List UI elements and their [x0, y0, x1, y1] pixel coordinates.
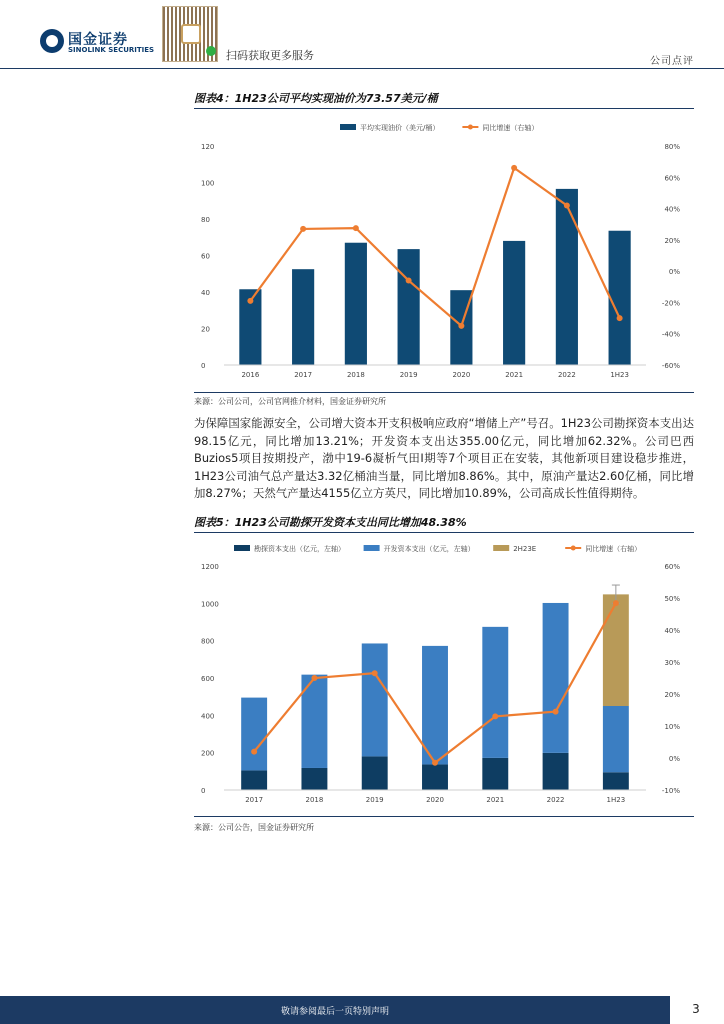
figure4-title: 图表4：1H23公司平均实现油价为73.57美元/桶 [194, 92, 438, 105]
fig5-bar-s0-1 [301, 768, 327, 790]
fig4-legend-label-1: 同比增速（右轴） [482, 124, 539, 132]
fig5-legend-label-3: 同比增速（右轴） [585, 545, 642, 553]
fig5-right-tick-5: 40% [664, 627, 680, 635]
fig4-left-tick-1: 20 [201, 325, 210, 334]
fig5-left-tick-2: 400 [201, 712, 215, 721]
fig5-category-label-2: 2019 [365, 796, 384, 804]
fig4-category-label-2: 2018 [346, 371, 365, 379]
fig5-line-point-2 [372, 670, 378, 676]
figure5-chart [194, 534, 694, 817]
fig4-bar-s0-6 [556, 189, 578, 365]
body-paragraph: 为保障国家能源安全，公司增大资本开支积极响应政府“增储上产”号召。1H23公司勘探资本支出达98.15亿元，同比增加13.21%；开发资本支出达355.00亿元，同比增加62.32%。公司巴西Buzios5项目按期投产，渤中19-6凝析气田I期等7个项目正在安装，其他新项目建设稳步推进，1H23公司油气总产量达3.32亿桶油当量，同比增加8.86%。其中，原油产量达2.60亿桶，同比增加8.27%；天然气产量达4155亿立方英尺，同比增加10.89%，公司高成长性值得期待。 [194, 416, 694, 501]
qr-center-logo-icon [181, 24, 201, 44]
fig4-category-label-0: 2016 [241, 371, 260, 379]
fig4-left-tick-6: 120 [201, 143, 215, 151]
fig5-line-point-6 [613, 600, 619, 606]
fig4-right-tick-7: 80% [664, 143, 680, 151]
fig4-legend-label-0: 平均实现油价（美元/桶） [360, 124, 440, 132]
fig5-category-label-6: 1H23 [606, 796, 626, 804]
fig5-left-tick-3: 600 [201, 675, 215, 683]
fig4-left-tick-0: 0 [201, 362, 206, 370]
fig4-left-tick-4: 80 [201, 216, 210, 224]
fig4-bar-s0-1 [292, 269, 314, 365]
fig5-bar-s1-3 [422, 646, 448, 765]
fig5-left-tick-1: 200 [201, 749, 215, 758]
fig4-left-tick-5: 100 [201, 179, 215, 188]
fig4-legend-marker-0 [340, 124, 356, 130]
fig5-bar-s0-2 [362, 756, 388, 790]
fig5-bar-s1-0 [241, 698, 267, 771]
fig5-bar-s1-2 [362, 643, 388, 756]
fig5-category-label-3: 2020 [426, 796, 444, 804]
fig5-line-point-4 [492, 713, 498, 719]
report-type-label: 公司点评 [650, 56, 694, 67]
page-header [0, 0, 724, 69]
fig4-left-tick-2: 40 [201, 289, 210, 297]
fig4-line-point-6 [564, 202, 570, 208]
fig4-right-tick-4: 20% [664, 236, 680, 245]
logo-english-name: SINOLINK SECURITIES [68, 46, 155, 54]
fig4-right-tick-6: 60% [664, 174, 680, 183]
fig5-category-label-5: 2022 [546, 796, 565, 804]
fig5-bar-s0-5 [543, 753, 569, 790]
fig5-bar-s1-4 [482, 627, 508, 758]
figure4-top-rule [194, 108, 694, 109]
fig4-category-label-4: 2020 [452, 371, 471, 379]
fig5-line-point-5 [553, 709, 559, 715]
fig5-legend-label-0: 勘探资本支出（亿元，左轴） [254, 545, 345, 553]
fig4-right-tick-3: 0% [668, 268, 680, 277]
wechat-icon [206, 46, 216, 56]
fig5-line-point-3 [432, 760, 438, 766]
fig4-bar-s0-2 [345, 243, 367, 365]
fig4-line-point-5 [511, 165, 517, 171]
fig5-bar-s0-3 [422, 764, 448, 790]
fig4-line-point-0 [247, 298, 253, 304]
fig5-line-point-0 [251, 749, 257, 755]
fig5-right-tick-4: 30% [664, 659, 680, 667]
figure5-source: 来源：公司公告，国金证券研究所 [194, 823, 314, 832]
figure5-top-rule [194, 532, 694, 533]
fig5-legend-marker-0 [234, 545, 250, 551]
fig5-right-tick-6: 50% [664, 595, 680, 603]
fig5-left-tick-5: 1000 [201, 600, 219, 609]
figure4-chart [194, 110, 694, 393]
fig4-line-point-7 [617, 315, 623, 321]
fig4-line-point-4 [458, 323, 464, 329]
fig5-line-point-1 [311, 675, 317, 681]
fig4-legend-dot-1 [468, 125, 473, 130]
fig4-bar-s0-3 [398, 249, 420, 365]
scan-prompt: 扫码获取更多服务 [226, 49, 314, 62]
fig4-category-label-5: 2021 [505, 371, 524, 379]
fig4-category-label-7: 1H23 [610, 371, 629, 379]
fig5-legend-dot-3 [571, 546, 576, 551]
fig5-right-tick-3: 20% [664, 691, 680, 699]
fig5-bar-s1-6 [603, 706, 629, 772]
fig5-bar-s0-0 [241, 770, 267, 790]
fig5-right-tick-2: 10% [664, 723, 680, 731]
fig5-category-label-1: 2018 [305, 796, 324, 804]
fig5-legend-marker-2 [493, 545, 509, 551]
fig5-left-tick-0: 0 [201, 787, 206, 795]
figure5-title: 图表5：1H23公司勘探开发资本支出同比增加48.38% [194, 516, 467, 529]
sinolink-logo-icon [40, 29, 64, 53]
figure5-svg [194, 534, 694, 816]
fig4-right-tick-0: -60% [661, 362, 680, 370]
fig5-bar-s2-6 [603, 594, 629, 706]
fig5-legend-marker-1 [364, 545, 380, 551]
figure4-svg [194, 110, 694, 392]
fig4-category-label-6: 2022 [557, 371, 576, 379]
fig4-right-tick-5: 40% [664, 205, 680, 214]
logo-chinese-name: 国金证券 [68, 32, 128, 48]
fig4-left-tick-3: 60 [201, 252, 210, 261]
fig5-legend-label-1: 开发资本支出（亿元，左轴） [383, 545, 475, 553]
fig5-bar-s0-6 [603, 772, 629, 790]
page-number: 3 [692, 1002, 700, 1016]
fig4-right-tick-1: -40% [661, 330, 680, 339]
fig4-category-label-1: 2017 [294, 371, 313, 379]
fig5-right-tick-7: 60% [664, 563, 680, 571]
fig5-bar-s0-4 [482, 758, 508, 790]
fig4-right-tick-2: -20% [661, 299, 680, 308]
fig5-category-label-0: 2017 [245, 796, 264, 804]
fig4-bar-s0-7 [609, 231, 631, 365]
fig4-line-point-1 [300, 226, 306, 232]
fig5-left-tick-4: 800 [201, 637, 215, 646]
fig5-left-tick-6: 1200 [201, 563, 219, 571]
fig5-right-tick-0: -10% [661, 787, 680, 795]
fig5-legend-label-2: 2H23E [513, 545, 537, 553]
fig5-bar-s1-5 [543, 603, 569, 753]
fig5-right-tick-1: 0% [668, 755, 680, 763]
fig4-line-point-3 [406, 278, 412, 284]
fig4-bar-s0-5 [503, 241, 525, 365]
fig5-category-label-4: 2021 [486, 796, 505, 804]
footer-disclaimer: 敬请参阅最后一页特别声明 [280, 1007, 389, 1017]
figure4-source: 来源：公司公司，公司官网推介材料，国金证券研究所 [194, 397, 386, 406]
fig4-category-label-3: 2019 [399, 371, 418, 379]
fig4-line-point-2 [353, 225, 359, 231]
